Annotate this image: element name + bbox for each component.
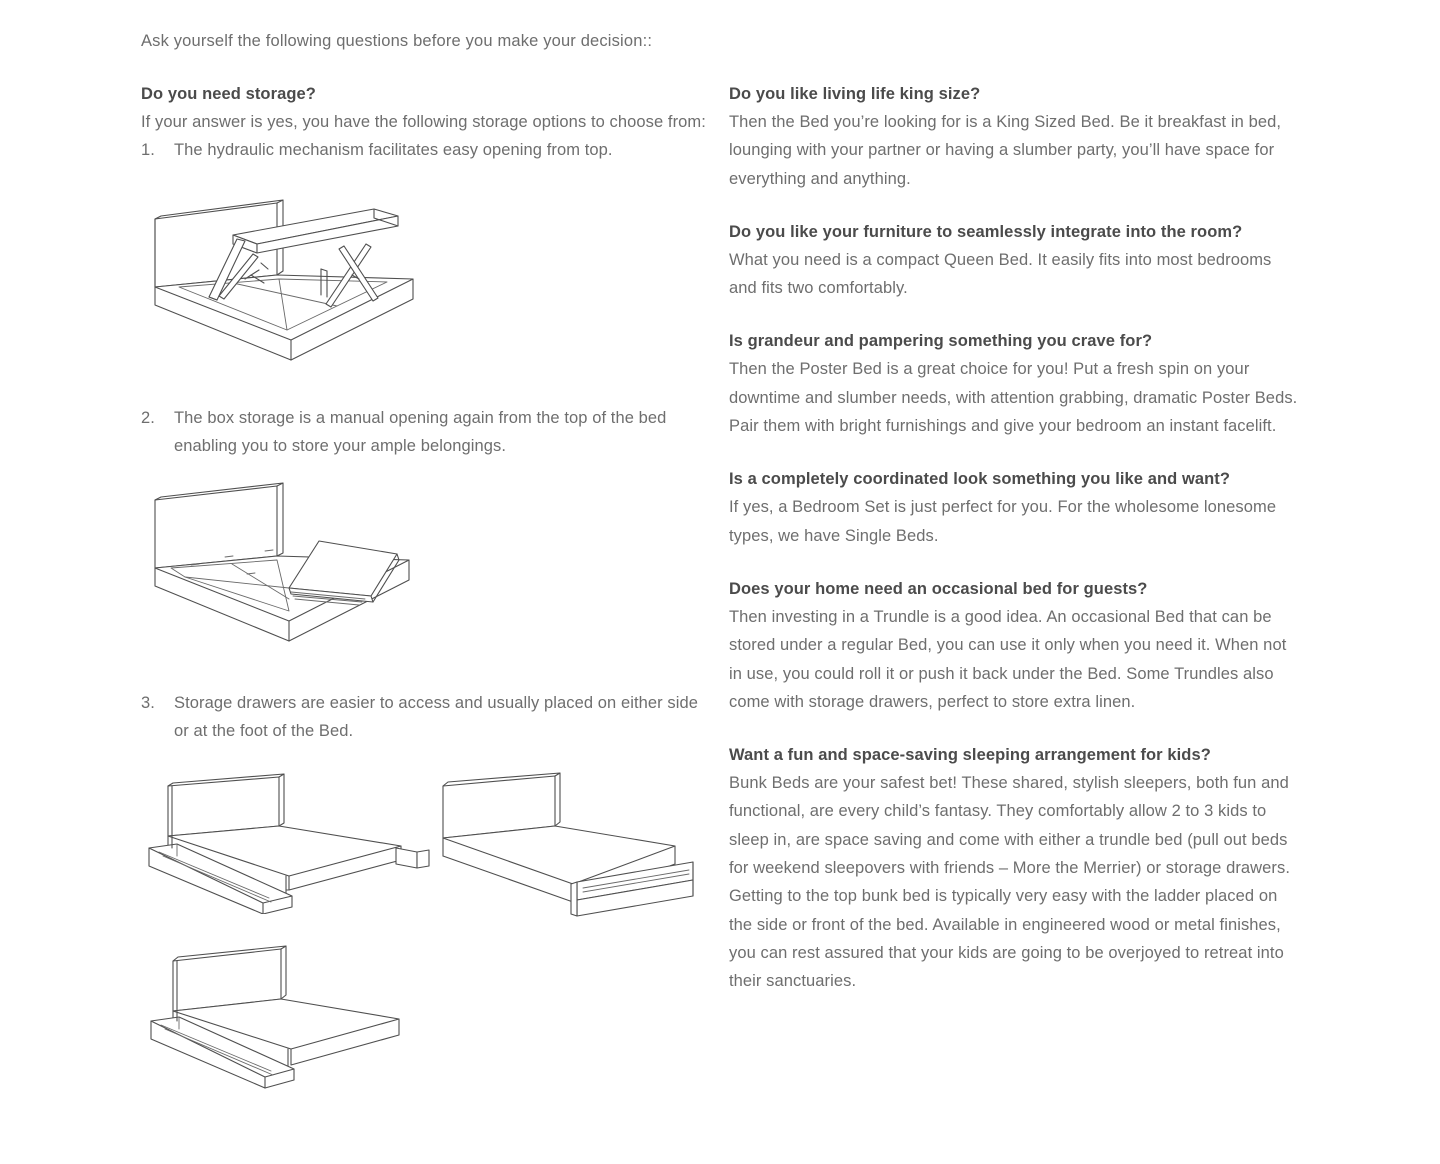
qa-body: What you need is a compact Queen Bed. It easily fits into most bedrooms and fits two comfortably. [729,250,1272,298]
intro-paragraph: Ask yourself the following questions before you make your decision:: [141,32,653,50]
qa-heading: Is a completely coordinated look something you like and want? [729,470,1231,489]
qa-block [729,575,1299,716]
qa-block [729,218,1299,303]
qa-block [729,80,1299,193]
list-item [141,689,711,1091]
list-item [141,404,711,654]
list-item-text: The hydraulic mechanism facilitates easy opening from top. [174,141,613,160]
qa-block [729,465,1299,550]
storage-heading: Do you need storage? [141,85,316,103]
qa-block [729,741,1299,995]
qa-heading: Is grandeur and pampering something you crave for? [729,332,1153,351]
storage-options-list [141,136,711,1090]
storage-drawer-bed-illustrations [141,764,711,919]
qa-body: Then the Bed you’re looking for is a King Sized Bed. Be it breakfast in bed, lounging with your partner or having a slumber party, you’ll have space for everything and anything. [729,113,1282,188]
qa-heading: Do you like your furniture to seamlessly integrate into the room? [729,222,1243,241]
qa-body: Then the Poster Bed is a great choice for you! Put a fresh spin on your downtime and slumber needs, with attention grabbing, dramatic Poster Beds. Pair them with bright furnishings and give your bedroom an instant facelift. [729,360,1298,436]
qa-heading: Want a fun and space-saving sleeping arrangement for kids? [729,746,1211,765]
list-item-number: 1. [141,141,155,160]
box-storage-bed-illustration [141,478,711,653]
qa-body: Bunk Beds are your safest bet! These shared, stylish sleepers, both fun and functional, are every child’s fantasy. They comfortably allow 2 to 3 kids to sleep in, are space saving and come with either a trundle bed (pull out beds for weekend sleepovers with friends – More the Merrier) or storage drawers. Getting to the top bunk bed is typically very easy with the ladder placed on the side or front of the bed. Available in engineered wood or metal finishes, you can rest assured that your kids are going to be overjoyed to retreat into their sanctuaries. [729,774,1290,991]
list-item-number: 2. [141,408,155,427]
qa-body: Then investing in a Trundle is a good idea. An occasional Bed that can be stored under a regular Bed, you can use it only when you need it. When not in use, you could roll it or push it back under the Bed. Some Trundles also come with storage drawers, perfect to store extra linen. [729,607,1287,711]
hydraulic-lift-bed-illustration [141,183,711,368]
list-item-number: 3. [141,694,155,713]
qa-block [729,327,1299,440]
side-drawer-bed-illustration-2 [141,931,711,1091]
side-drawer-bed-illustration [141,764,431,914]
storage-lead: If your answer is yes, you have the following storage options to choose from: [141,113,706,131]
list-item-text: Storage drawers are easier to access and usually placed on either side or at the foot of the Bed. [174,694,698,741]
qa-heading: Do you like living life king size? [729,85,981,103]
left-column [141,80,711,1091]
qa-heading: Does your home need an occasional bed for guests? [729,579,1148,598]
list-item-text: The box storage is a manual opening again from the top of the bed enabling you to store your ample belongings. [174,408,667,455]
list-item [141,136,711,367]
foot-drawer-bed-illustration [431,764,721,919]
qa-body: If yes, a Bedroom Set is just perfect for you. For the wholesome lonesome types, we have Single Beds. [729,498,1277,545]
right-column [729,80,1299,996]
